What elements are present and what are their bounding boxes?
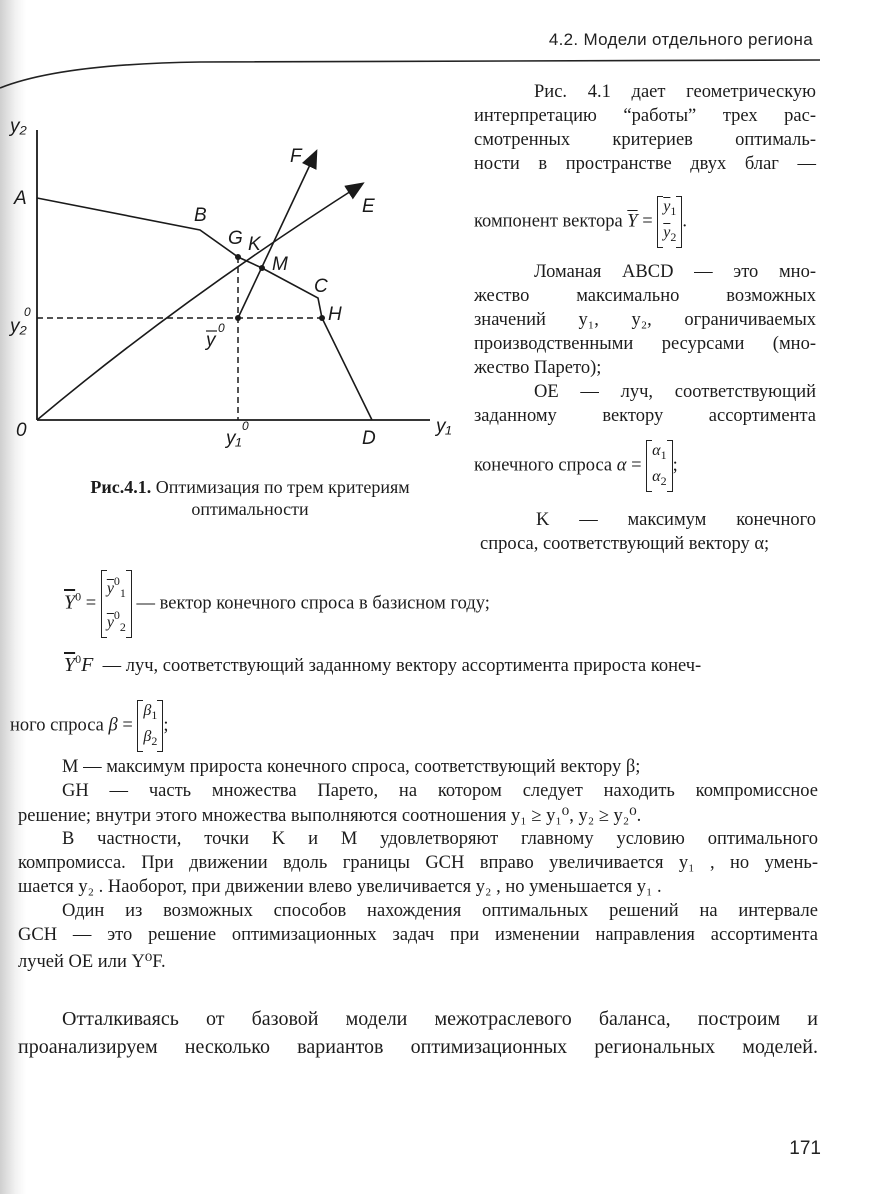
y0-definition-text: — вектор конечного спроса в базисном году; xyxy=(136,593,490,614)
label-k: K xyxy=(248,234,261,255)
caption-title-cont: оптимальности xyxy=(191,499,309,519)
vector-y-matrix: $\overline{y}_1$ $\overline{y}_2$ xyxy=(657,196,682,248)
abcd-line-1: Ломаная ABCD — это мно- xyxy=(534,262,816,282)
label-y2-axis: y₂ xyxy=(10,116,27,137)
p2-line-3: лучей OE или Y⁰F. xyxy=(18,952,166,972)
label-y0: y xyxy=(206,330,216,351)
k-line-1: K — максимум конечного xyxy=(536,510,816,530)
label-f: F xyxy=(290,146,302,167)
m-definition: M — максимум прироста конечного спроса, соответствующий вектору β; xyxy=(62,757,641,777)
y0-symbol: $\overline{Y}$ xyxy=(64,591,76,614)
oe-line-1: OE — луч, соответствующий xyxy=(534,382,816,402)
beta-matrix: $\beta_1$ $\beta_2$ xyxy=(137,700,163,752)
rc-line-1: Рис. 4.1 дает геометрическую xyxy=(534,82,816,102)
abcd-line-3: значений y₁, y₂, ограничиваемых xyxy=(474,310,816,330)
p2-line-1: Один из возможных способов нахождения оптимальных решений на интервале xyxy=(62,901,818,921)
label-b: B xyxy=(194,205,207,226)
alpha-symbol: α xyxy=(616,455,627,476)
abcd-line-4: производственными ресурсами (мно- xyxy=(474,334,816,354)
beta-symbol: β xyxy=(108,715,118,736)
label-h: H xyxy=(328,304,342,325)
k-line-2: спроса, соответствующий вектору α; xyxy=(480,534,770,554)
y0-definition: $\overline{Y}^0$ = $\overline{y}^0_1$ $\overline{y}^0_2$ — вектор конечного спроса в базисном году; xyxy=(64,570,490,638)
point-g xyxy=(235,254,241,260)
label-e: E xyxy=(362,196,375,217)
label-y1-0-sup: 0 xyxy=(242,419,249,433)
vector-y-symbol: $\overline{Y}$ xyxy=(627,211,638,232)
alpha-matrix: $\alpha_1$ $\alpha_2$ xyxy=(646,440,672,492)
y0-matrix: $\overline{y}^0_1$ $\overline{y}^0_2$ xyxy=(101,570,132,638)
rc-line-3: смотренных критериев оптималь- xyxy=(474,130,816,150)
p1-line-1: В частности, точки K и M удовлетворяют главному условию оптимального xyxy=(62,829,818,849)
label-g: G xyxy=(228,228,243,249)
oe-line-2: заданному вектору ассортимента xyxy=(474,406,816,426)
y0f-definition-text: — луч, соответствующий заданному вектору ассортимента прироста конеч- xyxy=(102,656,702,676)
alpha-intro: конечного спроса xyxy=(474,455,613,476)
label-m: M xyxy=(272,254,288,275)
p2-line-2: GCH — это решение оптимизационных задач при изменении направления ассортимента xyxy=(18,925,818,945)
gh-line-2: решение; внутри этого множества выполняются соотношения y₁ ≥ y₁⁰, y₂ ≥ y₂⁰. xyxy=(18,806,642,826)
label-y2-0: y₂ xyxy=(10,316,27,337)
label-y2-0-sup: 0 xyxy=(24,305,31,319)
alpha-line: конечного спроса α = $\alpha_1$ $\alpha_2$; xyxy=(474,440,678,492)
abcd-line-2: жество максимально возможных xyxy=(474,286,816,306)
p1-line-3: шается y₂ . Наоборот, при движении влево увеличивается y₂ , но уменьшается y₁ . xyxy=(18,877,662,897)
beta-intro: ного спроса xyxy=(10,715,104,736)
point-h xyxy=(319,315,325,321)
gh-line-1: GH — часть множества Парето, на котором следует находить компромиссное xyxy=(62,781,818,801)
label-origin: 0 xyxy=(16,420,27,441)
rc-line-4: ности в пространстве двух благ — xyxy=(474,154,816,174)
abcd-line-5: жество Парето); xyxy=(474,358,602,378)
figure-caption xyxy=(40,476,460,520)
point-y0 xyxy=(235,315,241,321)
p3-line-2: проанализируем несколько вариантов оптимизационных региональных моделей. xyxy=(18,1036,818,1058)
caption-label: Рис.4.1. xyxy=(90,477,152,497)
rc-line-2: интерпретацию “работы” трех рас- xyxy=(474,106,816,126)
pareto-boundary xyxy=(37,198,372,420)
label-c: C xyxy=(314,276,328,297)
vector-intro: компонент вектора xyxy=(474,211,623,232)
label-y0-sup: 0 xyxy=(218,321,225,335)
label-d: D xyxy=(362,428,376,449)
caption-title: Оптимизация по трем критериям xyxy=(151,477,410,497)
y0f-symbol: $\overline{Y}$ xyxy=(64,654,76,676)
beta-line: ного спроса β = $\beta_1$ $\beta_2$; xyxy=(10,700,169,752)
page-number: 171 xyxy=(789,1138,821,1159)
running-head: 4.2. Модели отдельного региона xyxy=(548,30,813,49)
y0f-definition: $\overline{Y}^0F$ — луч, соответствующий заданному вектору ассортимента прироста конеч- xyxy=(64,652,702,676)
vector-y-line: компонент вектора $\overline{Y}$ = $\overline{y}_1$ $\overline{y}_2$. xyxy=(474,196,687,248)
label-y1-0: y₁ xyxy=(226,428,242,449)
p1-line-2: компромисса. При движении вдоль границы GCH вправо увеличивается y₁ , но умень- xyxy=(18,853,818,873)
pareto-diagram xyxy=(0,100,470,460)
label-y1-axis: y₁ xyxy=(436,416,452,437)
label-a: A xyxy=(14,188,27,209)
p3-line-1: Отталкиваясь от базовой модели межотраслевого баланса, построим и xyxy=(62,1008,818,1030)
point-m xyxy=(259,265,265,271)
